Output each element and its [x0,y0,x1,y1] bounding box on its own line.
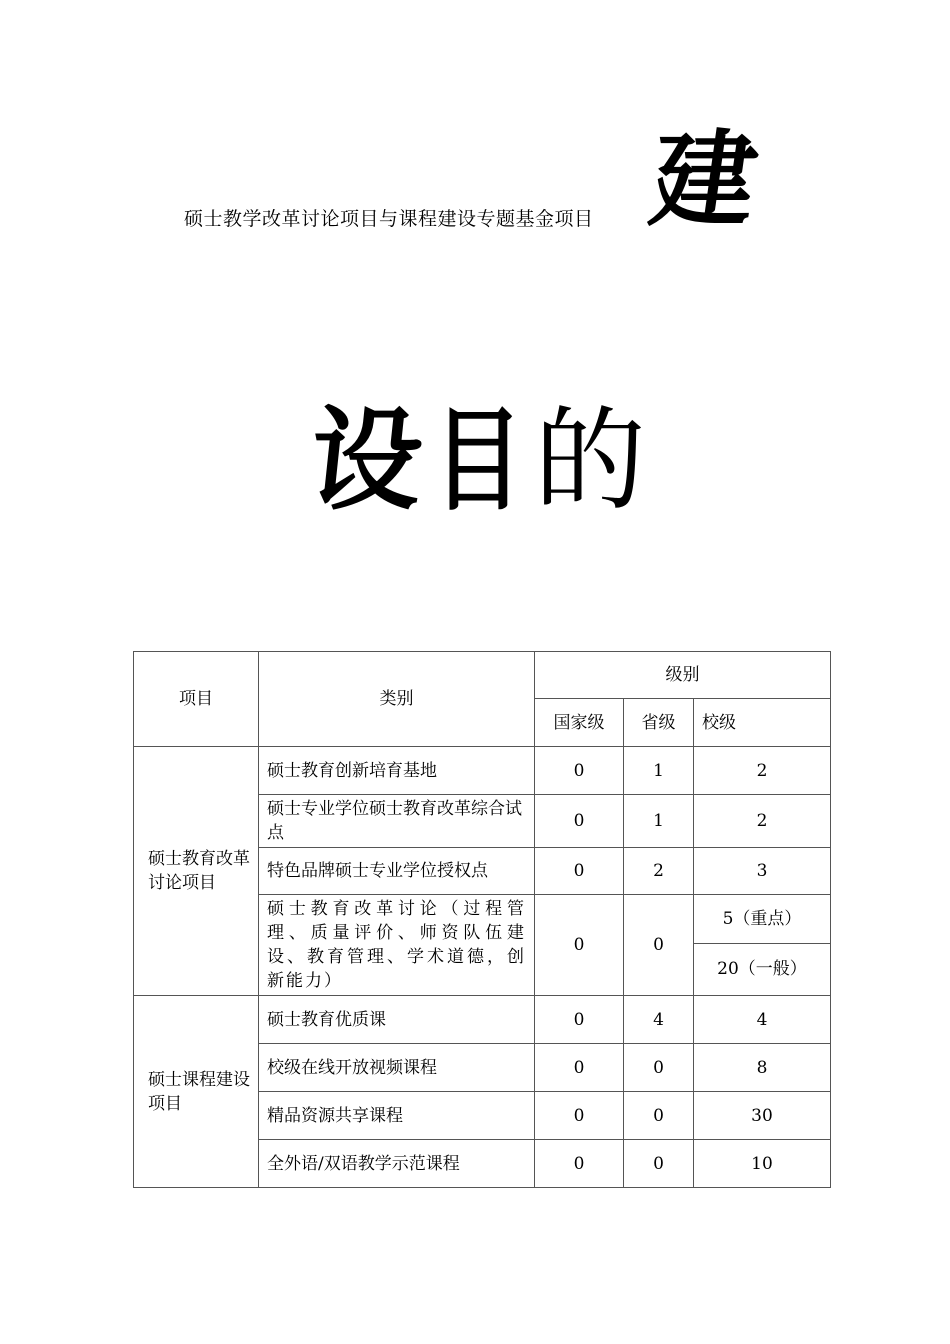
header-national: 国家级 [535,699,624,747]
large-char-1: 设 [303,396,429,526]
national-cell: 0 [535,1044,624,1092]
table-row [134,996,831,1044]
national-cell: 0 [535,795,624,848]
provincial-cell: 0 [624,1140,694,1188]
group-name: 硕士课程建设项目 [134,996,259,1188]
national-cell: 0 [535,1140,624,1188]
school-cell-general: 20（一般） [694,943,831,995]
category-cell: 特色品牌硕士专业学位授权点 [259,848,535,895]
provincial-cell: 0 [624,895,694,996]
national-cell: 0 [535,747,624,795]
provincial-cell: 0 [624,1092,694,1140]
category-cell: 硕士教育创新培育基地 [259,747,535,795]
large-char-3: 的 [534,396,646,526]
provincial-cell: 2 [624,848,694,895]
table-header-row [134,652,831,699]
national-cell: 0 [535,895,624,996]
school-cell: 4 [694,996,831,1044]
national-cell: 0 [535,996,624,1044]
header-provincial: 省级 [624,699,694,747]
school-cell: 3 [694,848,831,895]
provincial-cell: 1 [624,747,694,795]
header-project: 项目 [134,652,259,747]
category-cell: 硕士教育优质课 [259,996,535,1044]
category-cell: 硕士教育改革讨论（过程管理、质量评价、师资队伍建设、教育管理、学术道德，创新能力） [259,895,535,996]
group-name: 硕士教育改革讨论项目 [134,747,259,996]
header-school: 校级 [694,699,831,747]
project-table [133,651,831,1188]
provincial-cell: 4 [624,996,694,1044]
header-level: 级别 [535,652,831,699]
table-row [134,747,831,795]
category-cell: 精品资源共享课程 [259,1092,535,1140]
document-title: 硕士教学改革讨论项目与课程建设专题基金项目 [184,208,594,230]
school-cell: 30 [694,1092,831,1140]
national-cell: 0 [535,1092,624,1140]
large-heading-chars [303,396,646,526]
category-cell: 校级在线开放视频课程 [259,1044,535,1092]
school-cell: 8 [694,1044,831,1092]
national-cell: 0 [535,848,624,895]
provincial-cell: 0 [624,1044,694,1092]
school-cell-key: 5（重点） [694,895,831,944]
category-cell: 全外语/双语教学示范课程 [259,1140,535,1188]
large-calligraphy-char: 建 [643,118,765,241]
school-cell: 2 [694,747,831,795]
category-cell: 硕士专业学位硕士教育改革综合试点 [259,795,535,848]
school-cell: 10 [694,1140,831,1188]
school-cell: 2 [694,795,831,848]
header-category: 类别 [259,652,535,747]
large-char-2: 目 [433,396,523,526]
provincial-cell: 1 [624,795,694,848]
